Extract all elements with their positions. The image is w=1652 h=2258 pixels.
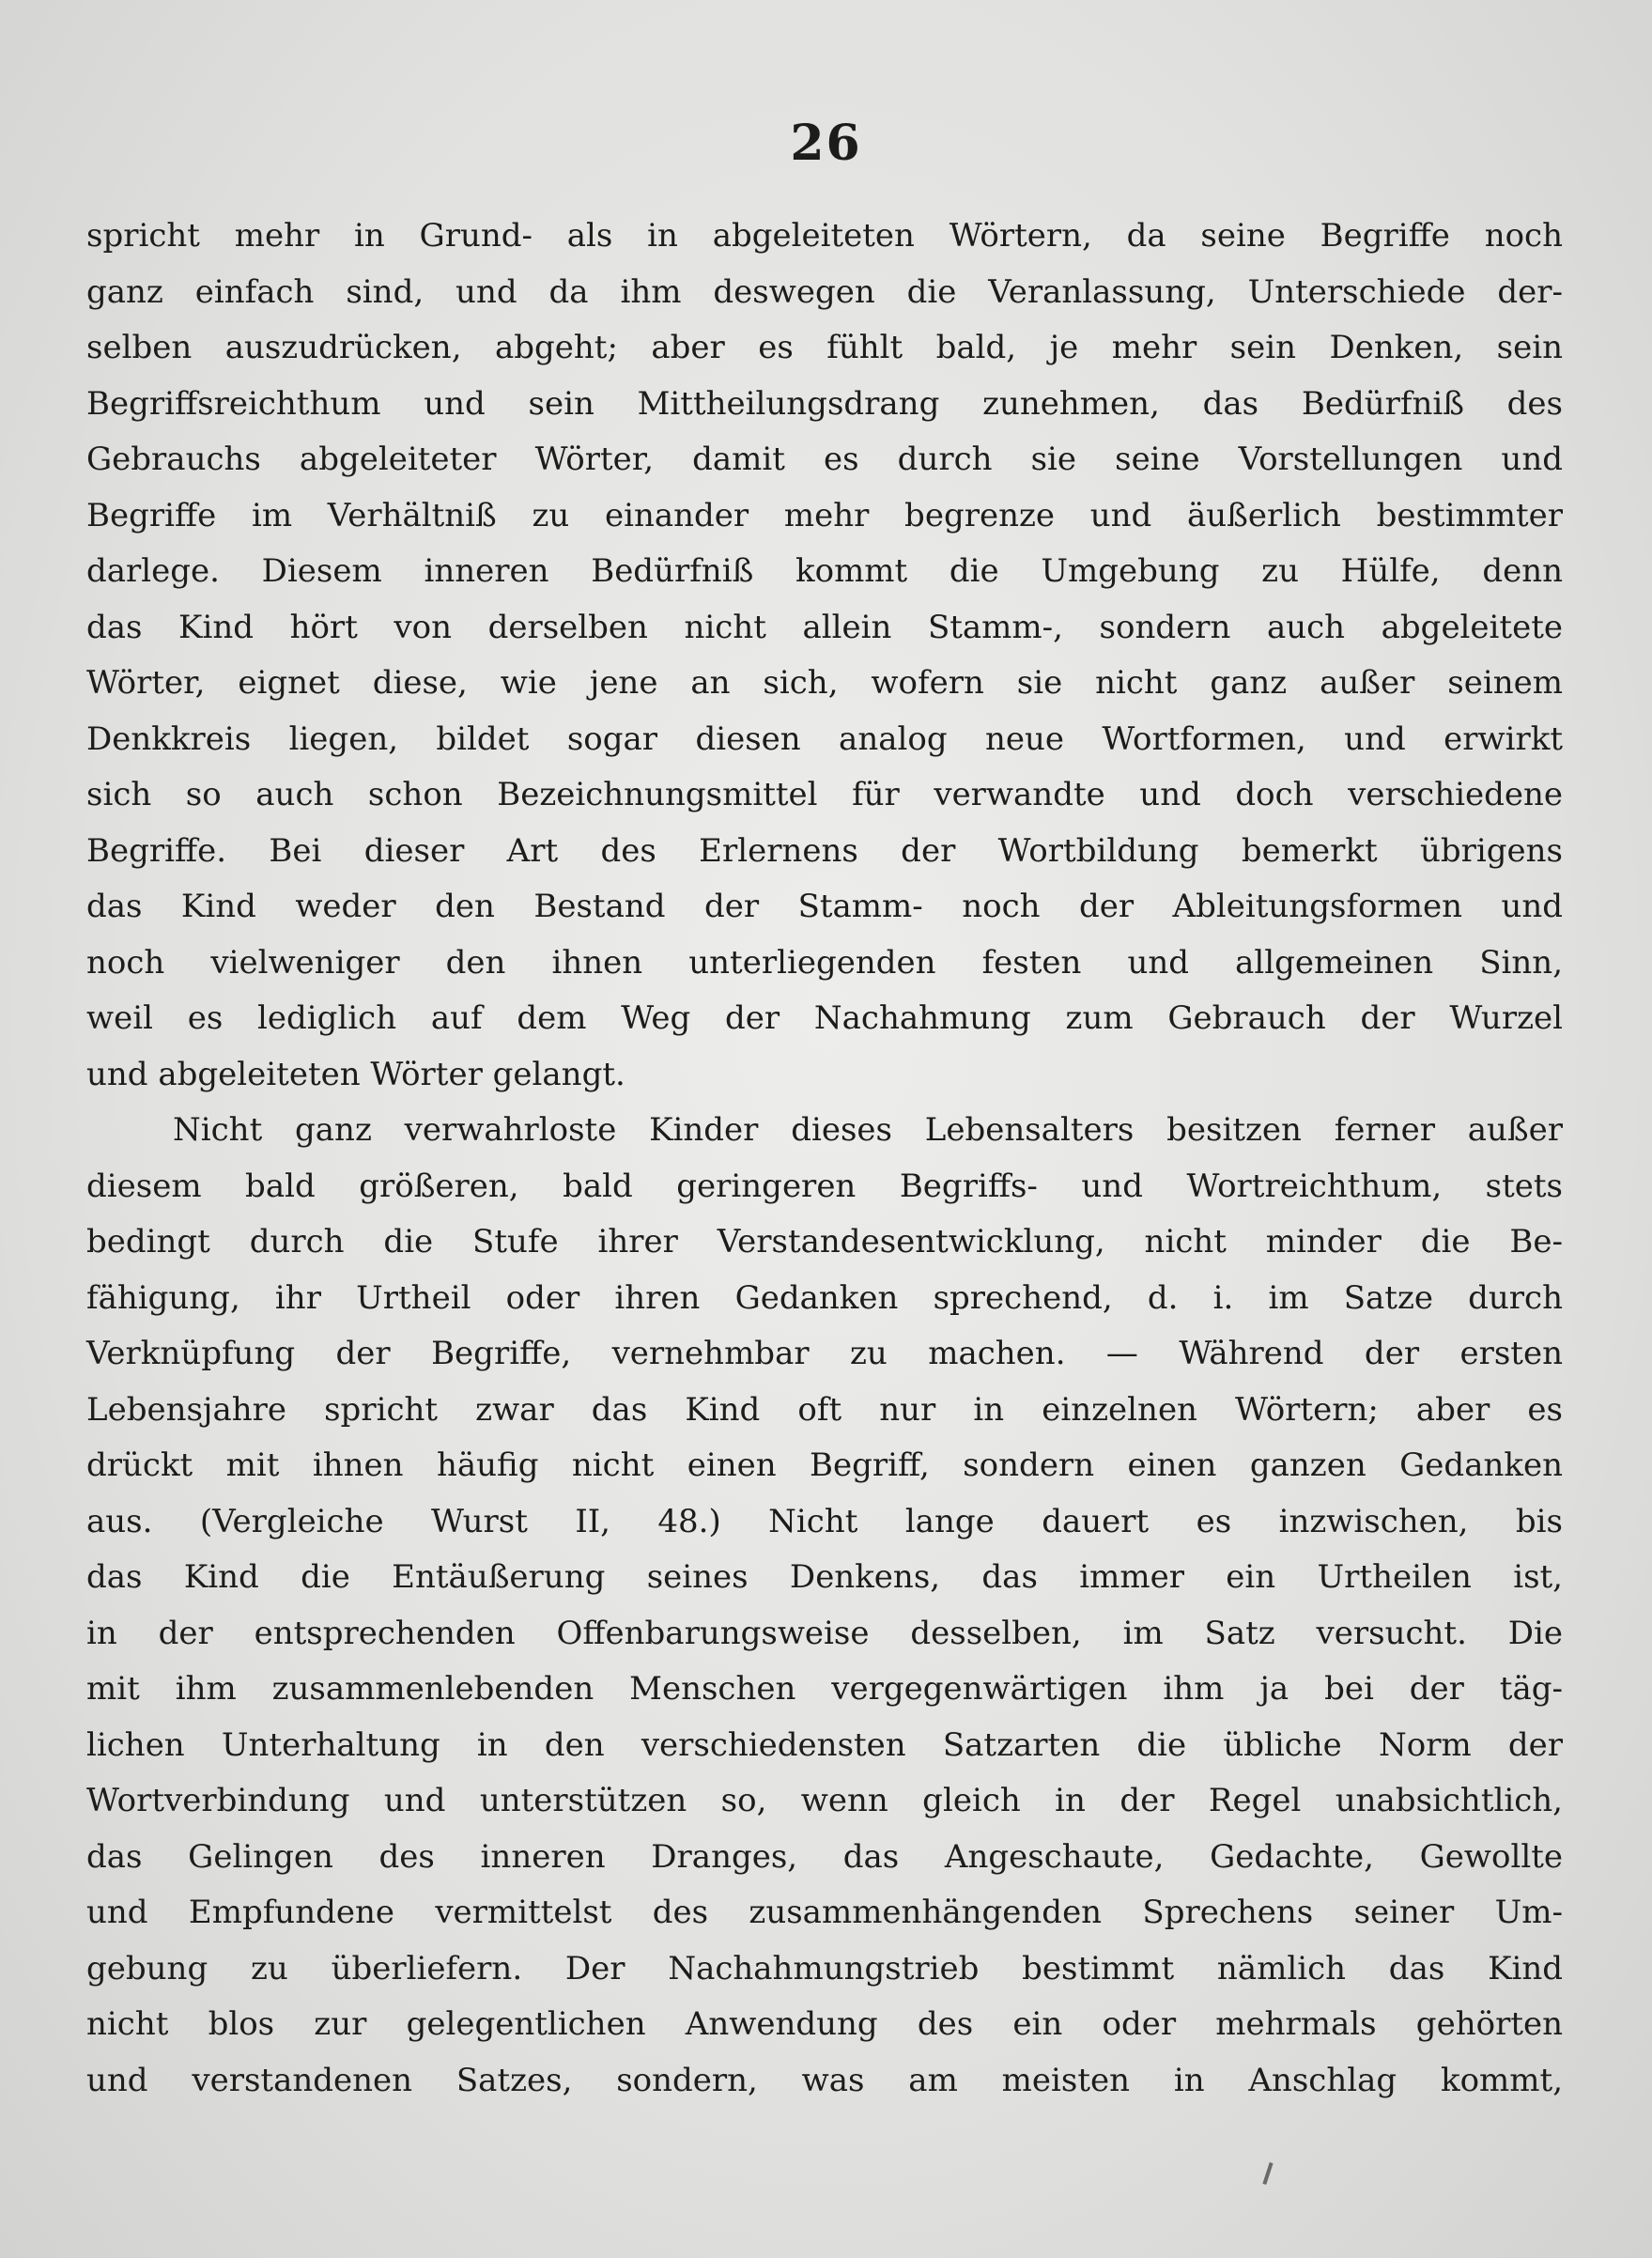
text-line: selben auszudrücken, abgeht; aber es fühlt bald, je mehr sein Denken, sein [86,329,1563,366]
text-line: und abgeleiteten Wörter gelangt. [86,1055,625,1093]
text-line: nicht blos zur gelegentlichen Anwendung des ein oder mehrmals gehörten [86,2005,1563,2043]
text-line: Wörter, eignet diese, wie jene an sich, wofern sie nicht ganz außer seinem [86,664,1563,702]
text-line: weil es lediglich auf dem Weg der Nachahmung zum Gebrauch der Wurzel [86,999,1563,1037]
text-line: drückt mit ihnen häufig nicht einen Begriff, sondern einen ganzen Gedanken [86,1446,1563,1484]
text-line: Gebrauchs abgeleiteter Wörter, damit es durch sie seine Vorstellungen und [86,441,1563,478]
text-line: Verknüpfung der Begriffe, vernehmbar zu machen. — Während der ersten [86,1335,1563,1372]
page-number: 26 [790,115,862,172]
text-line: noch vielweniger den ihnen unterliegenden festen und allgemeinen Sinn, [86,943,1563,982]
text-line: Lebensjahre spricht zwar das Kind oft nur in einzelnen Wörtern; aber es [86,1390,1563,1429]
text-line: sich so auch schon Bezeichnungsmittel für verwandte und doch verschiedene [86,776,1563,813]
paragraph [86,209,1563,1103]
text-line: in der entsprechenden Offenbarungsweise desselben, im Satz versucht. Die [86,1614,1563,1652]
text-line: aus. (Vergleiche Wurst II, 48.) Nicht lange dauert es inzwischen, bis [86,1502,1563,1540]
text-line: Begriffe. Bei dieser Art des Erlernens der Wortbildung bemerkt übrigens [86,831,1563,870]
text-line: Denkkreis liegen, bildet sogar diesen analog neue Wortformen, und erwirkt [86,719,1563,758]
text-line: diesem bald größeren, bald geringeren Begriffs- und Wortreichthum, stets [86,1167,1563,1205]
text-line: das Kind hört von derselben nicht allein Stamm-, sondern auch abgeleitete [86,608,1563,646]
text-line: lichen Unterhaltung in den verschiedensten Satzarten die übliche Norm der [86,1725,1563,1764]
paragraph [86,1103,1563,2109]
stray-ink-mark [1262,2162,1273,2185]
text-line: das Gelingen des inneren Dranges, das Angeschaute, Gedachte, Gewollte [86,1837,1563,1876]
text-line: darlege. Diesem inneren Bedürfniß kommt die Umgebung zu Hülfe, denn [86,552,1563,590]
text-line: Wortverbindung und unterstützen so, wenn gleich in der Regel unabsichtlich, [86,1782,1563,1819]
text-line: ganz einfach sind, und da ihm deswegen die Veranlassung, Unterschiede der- [86,272,1563,311]
text-line: spricht mehr in Grund- als in abgeleiteten Wörtern, da seine Begriffe noch [86,217,1563,255]
text-line: und Empfundene vermittelst des zusammenhängenden Sprechens seiner Um- [86,1894,1563,1931]
text-line: gebung zu überliefern. Der Nachahmungstrieb bestimmt nämlich das Kind [86,1949,1563,1987]
text-line: fähigung, ihr Urtheil oder ihren Gedanken sprechend, d. i. im Satze durch [86,1278,1563,1317]
text-line: Begriffsreichthum und sein Mittheilungsdrang zunehmen, das Bedürfniß des [86,384,1563,423]
text-line: bedingt durch die Stufe ihrer Verstandesentwicklung, nicht minder die Be- [86,1223,1563,1260]
text-line: mit ihm zusammenlebenden Menschen vergegenwärtigen ihm ja bei der täg- [86,1670,1563,1708]
text-line: Nicht ganz verwahrloste Kinder dieses Lebensalters besitzen ferner außer [173,1111,1563,1149]
text-line: das Kind die Entäußerung seines Denkens, das immer ein Urtheilen ist, [86,1558,1563,1596]
text-line: Begriffe im Verhältniß zu einander mehr begrenze und äußerlich bestimmter [86,496,1563,534]
body-text [86,209,1563,2109]
text-line: und verstandenen Satzes, sondern, was am meisten in Anschlag kommt, [86,2061,1563,2099]
text-line: das Kind weder den Bestand der Stamm- noch der Ableitungsformen und [86,888,1563,925]
